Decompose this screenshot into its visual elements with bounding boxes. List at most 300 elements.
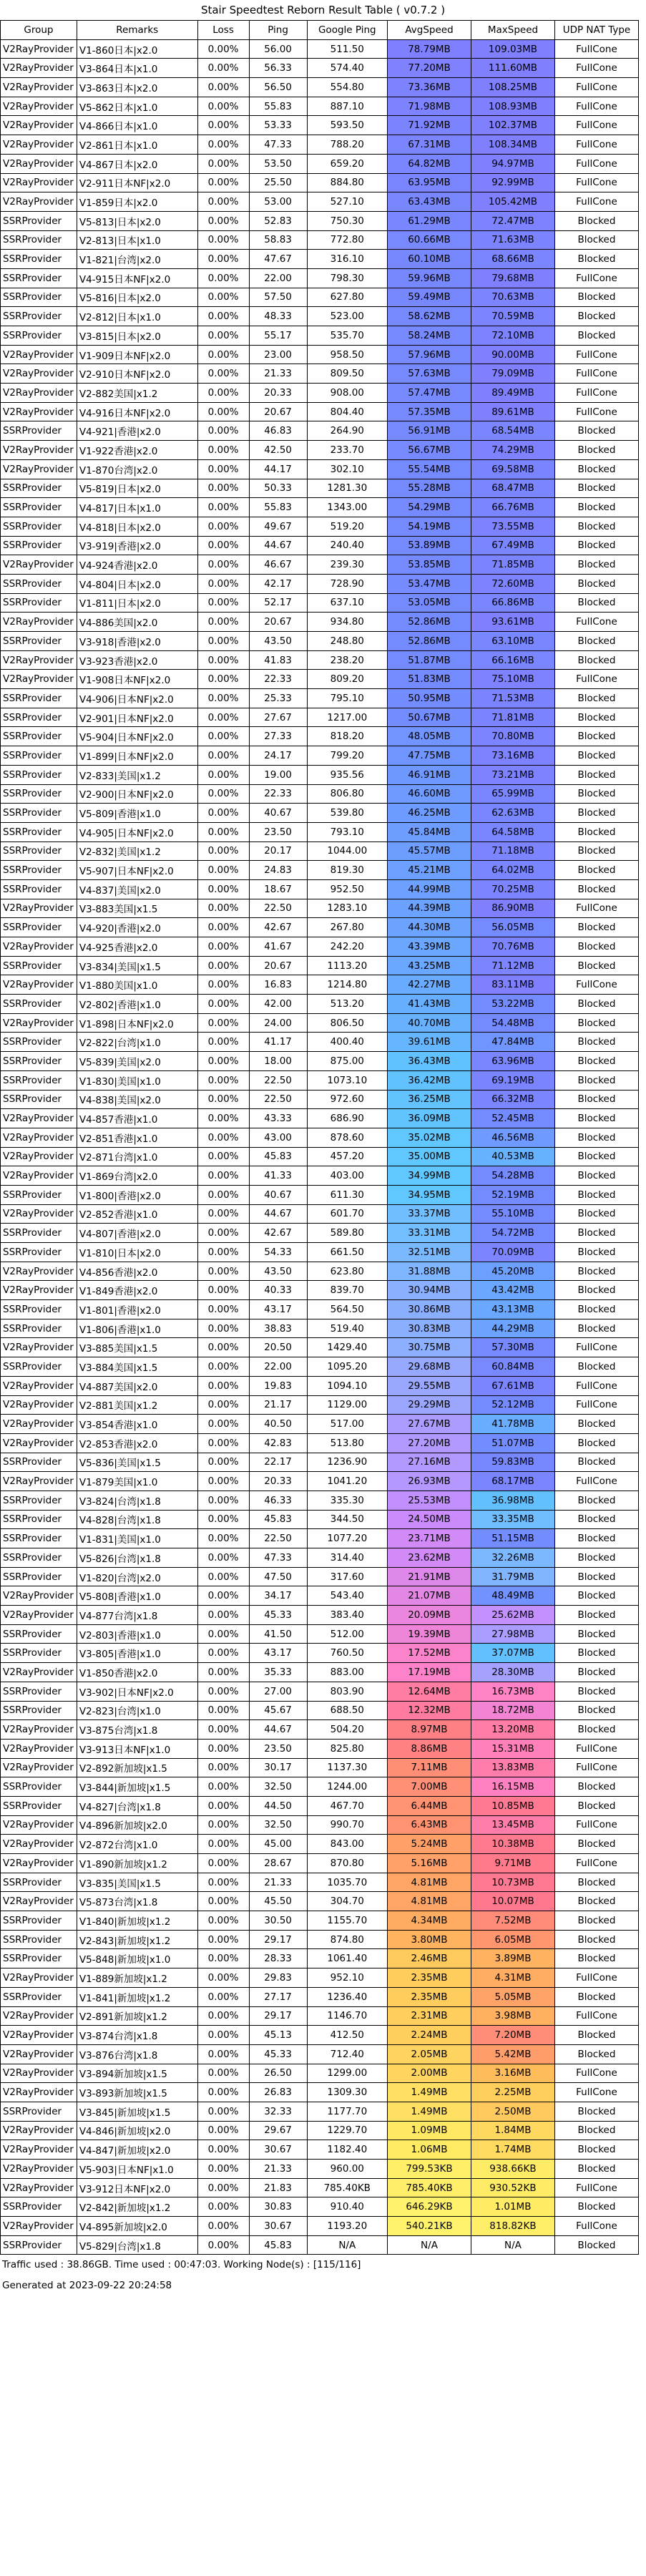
ping-cell: 35.33: [249, 1663, 307, 1682]
column-header: Loss: [197, 21, 249, 40]
google-ping-cell: 799.20: [307, 746, 387, 766]
table-row: [1, 1013, 639, 1033]
table-row: [1, 78, 639, 97]
ping-cell: 52.17: [249, 593, 307, 613]
udp-nat-cell: FullCone: [554, 2083, 638, 2102]
avg-speed-cell: 6.44MB: [388, 1796, 471, 1815]
max-speed-cell: 73.55MB: [471, 517, 554, 536]
group-cell: SSRProvider: [1, 1033, 77, 1052]
avg-speed-cell: 44.39MB: [388, 899, 471, 918]
google-ping-cell: 314.40: [307, 1548, 387, 1568]
google-ping-cell: 1061.40: [307, 1949, 387, 1968]
group-cell: SSRProvider: [1, 288, 77, 307]
remarks-cell: V1-850香港|x2.0: [77, 1663, 197, 1682]
google-ping-cell: 910.40: [307, 2197, 387, 2217]
avg-speed-cell: 46.60MB: [388, 784, 471, 804]
group-cell: SSRProvider: [1, 841, 77, 861]
max-speed-cell: 59.83MB: [471, 1453, 554, 1472]
udp-nat-cell: Blocked: [554, 2121, 638, 2140]
udp-nat-cell: Blocked: [554, 765, 638, 784]
ping-cell: 21.17: [249, 1395, 307, 1415]
ping-cell: 20.67: [249, 956, 307, 975]
group-cell: V2RayProvider: [1, 1338, 77, 1357]
udp-nat-cell: Blocked: [554, 1701, 638, 1720]
udp-nat-cell: Blocked: [554, 1033, 638, 1052]
ping-cell: 19.83: [249, 1376, 307, 1395]
ping-cell: 43.50: [249, 1262, 307, 1281]
remarks-cell: V2-901|日本NF|x2.0: [77, 708, 197, 727]
group-cell: V2RayProvider: [1, 116, 77, 135]
loss-cell: 0.00%: [197, 1433, 249, 1453]
avg-speed-cell: 57.96MB: [388, 345, 471, 364]
max-speed-cell: 10.38MB: [471, 1835, 554, 1854]
google-ping-cell: 1041.20: [307, 1472, 387, 1491]
avg-speed-cell: 53.85MB: [388, 555, 471, 575]
google-ping-cell: 267.80: [307, 918, 387, 937]
max-speed-cell: 70.09MB: [471, 1243, 554, 1262]
avg-speed-cell: 35.00MB: [388, 1147, 471, 1166]
group-cell: SSRProvider: [1, 1548, 77, 1568]
table-row: [1, 2160, 639, 2179]
udp-nat-cell: Blocked: [554, 1606, 638, 1625]
avg-speed-cell: 50.95MB: [388, 689, 471, 708]
table-row: [1, 39, 639, 59]
loss-cell: 0.00%: [197, 2140, 249, 2160]
group-cell: SSRProvider: [1, 1224, 77, 1243]
max-speed-cell: 13.83MB: [471, 1758, 554, 1777]
group-cell: V2RayProvider: [1, 1720, 77, 1740]
group-cell: V2RayProvider: [1, 97, 77, 116]
max-speed-cell: 70.63MB: [471, 288, 554, 307]
max-speed-cell: 105.42MB: [471, 192, 554, 212]
loss-cell: 0.00%: [197, 1357, 249, 1377]
avg-speed-cell: 60.10MB: [388, 250, 471, 269]
loss-cell: 0.00%: [197, 230, 249, 250]
max-speed-cell: 45.20MB: [471, 1262, 554, 1281]
loss-cell: 0.00%: [197, 1682, 249, 1701]
max-speed-cell: 32.26MB: [471, 1548, 554, 1568]
remarks-cell: V5-836|美国|x1.5: [77, 1453, 197, 1472]
ping-cell: 41.17: [249, 1033, 307, 1052]
avg-speed-cell: 29.29MB: [388, 1395, 471, 1415]
remarks-cell: V2-813|日本|x1.0: [77, 230, 197, 250]
google-ping-cell: 1217.00: [307, 708, 387, 727]
ping-cell: 18.67: [249, 879, 307, 899]
max-speed-cell: 57.30MB: [471, 1338, 554, 1357]
avg-speed-cell: 33.31MB: [388, 1224, 471, 1243]
udp-nat-cell: Blocked: [554, 1166, 638, 1186]
udp-nat-cell: FullCone: [554, 268, 638, 288]
avg-speed-cell: 53.89MB: [388, 536, 471, 555]
table-row: [1, 59, 639, 78]
udp-nat-cell: Blocked: [554, 211, 638, 230]
ping-cell: 58.83: [249, 230, 307, 250]
max-speed-cell: 83.11MB: [471, 975, 554, 995]
udp-nat-cell: FullCone: [554, 173, 638, 192]
udp-nat-cell: Blocked: [554, 1415, 638, 1434]
loss-cell: 0.00%: [197, 498, 249, 517]
udp-nat-cell: Blocked: [554, 1892, 638, 1911]
loss-cell: 0.00%: [197, 39, 249, 59]
max-speed-cell: 69.58MB: [471, 459, 554, 479]
loss-cell: 0.00%: [197, 2217, 249, 2236]
remarks-cell: V5-808|香港|x1.0: [77, 1586, 197, 1606]
ping-cell: 46.67: [249, 555, 307, 575]
group-cell: SSRProvider: [1, 1911, 77, 1931]
udp-nat-cell: Blocked: [554, 2160, 638, 2179]
remarks-cell: V3-923香港|x2.0: [77, 650, 197, 670]
table-row: [1, 1185, 639, 1204]
remarks-cell: V4-804|日本|x2.0: [77, 574, 197, 593]
avg-speed-cell: 8.97MB: [388, 1720, 471, 1740]
group-cell: V2RayProvider: [1, 2217, 77, 2236]
remarks-cell: V3-894新加坡|x1.5: [77, 2064, 197, 2083]
remarks-cell: V4-818|日本|x2.0: [77, 517, 197, 536]
avg-speed-cell: 27.67MB: [388, 1415, 471, 1434]
avg-speed-cell: 4.34MB: [388, 1911, 471, 1931]
ping-cell: 42.83: [249, 1433, 307, 1453]
remarks-cell: V2-911日本NF|x2.0: [77, 173, 197, 192]
avg-speed-cell: 2.31MB: [388, 2006, 471, 2026]
ping-cell: 40.33: [249, 1281, 307, 1300]
loss-cell: 0.00%: [197, 1453, 249, 1472]
loss-cell: 0.00%: [197, 1911, 249, 1931]
generated-time: Generated at 2023-09-22 20:24:58: [2, 2280, 172, 2292]
group-cell: SSRProvider: [1, 536, 77, 555]
max-speed-cell: 63.10MB: [471, 632, 554, 651]
loss-cell: 0.00%: [197, 2235, 249, 2255]
udp-nat-cell: FullCone: [554, 1758, 638, 1777]
remarks-cell: V1-859日本|x2.0: [77, 192, 197, 212]
loss-cell: 0.00%: [197, 2121, 249, 2140]
ping-cell: 43.50: [249, 632, 307, 651]
google-ping-cell: 1283.10: [307, 899, 387, 918]
max-speed-cell: 13.45MB: [471, 1815, 554, 1835]
avg-speed-cell: 44.30MB: [388, 918, 471, 937]
max-speed-cell: 72.47MB: [471, 211, 554, 230]
remarks-cell: V4-915日本NF|x2.0: [77, 268, 197, 288]
loss-cell: 0.00%: [197, 536, 249, 555]
group-cell: SSRProvider: [1, 727, 77, 746]
avg-speed-cell: 2.35MB: [388, 1987, 471, 2006]
ping-cell: 44.67: [249, 536, 307, 555]
loss-cell: 0.00%: [197, 899, 249, 918]
group-cell: SSRProvider: [1, 1529, 77, 1548]
udp-nat-cell: Blocked: [554, 1911, 638, 1931]
table-row: [1, 1548, 639, 1568]
table-row: [1, 1758, 639, 1777]
table-row: [1, 1319, 639, 1338]
group-cell: SSRProvider: [1, 1243, 77, 1262]
loss-cell: 0.00%: [197, 1586, 249, 1606]
group-cell: SSRProvider: [1, 1070, 77, 1090]
ping-cell: 45.83: [249, 1510, 307, 1529]
avg-speed-cell: 55.54MB: [388, 459, 471, 479]
group-cell: SSRProvider: [1, 307, 77, 326]
ping-cell: 21.83: [249, 2178, 307, 2197]
udp-nat-cell: Blocked: [554, 2197, 638, 2217]
max-speed-cell: 102.37MB: [471, 116, 554, 135]
loss-cell: 0.00%: [197, 307, 249, 326]
table-row: [1, 1300, 639, 1319]
max-speed-cell: 55.10MB: [471, 1204, 554, 1224]
ping-cell: 20.50: [249, 1338, 307, 1357]
ping-cell: 32.33: [249, 2102, 307, 2121]
avg-speed-cell: 36.09MB: [388, 1109, 471, 1128]
google-ping-cell: 960.00: [307, 2160, 387, 2179]
udp-nat-cell: Blocked: [554, 1300, 638, 1319]
max-speed-cell: 13.20MB: [471, 1720, 554, 1740]
max-speed-cell: 54.72MB: [471, 1224, 554, 1243]
ping-cell: 45.33: [249, 1606, 307, 1625]
remarks-cell: V4-924香港|x2.0: [77, 555, 197, 575]
google-ping-cell: 264.90: [307, 421, 387, 441]
udp-nat-cell: Blocked: [554, 1357, 638, 1377]
udp-nat-cell: Blocked: [554, 307, 638, 326]
loss-cell: 0.00%: [197, 1491, 249, 1510]
remarks-cell: V1-922香港|x2.0: [77, 441, 197, 460]
table-row: [1, 822, 639, 841]
google-ping-cell: 564.50: [307, 1300, 387, 1319]
loss-cell: 0.00%: [197, 861, 249, 880]
google-ping-cell: 1236.40: [307, 1987, 387, 2006]
remarks-cell: V2-853香港|x2.0: [77, 1433, 197, 1453]
google-ping-cell: 233.70: [307, 441, 387, 460]
udp-nat-cell: Blocked: [554, 1987, 638, 2006]
ping-cell: 20.33: [249, 1472, 307, 1491]
avg-speed-cell: 54.19MB: [388, 517, 471, 536]
table-row: [1, 1415, 639, 1434]
table-row: [1, 1070, 639, 1090]
table-row: [1, 1644, 639, 1663]
udp-nat-cell: FullCone: [554, 899, 638, 918]
google-ping-cell: 513.20: [307, 995, 387, 1014]
udp-nat-cell: Blocked: [554, 536, 638, 555]
group-cell: V2RayProvider: [1, 555, 77, 575]
group-cell: SSRProvider: [1, 211, 77, 230]
group-cell: V2RayProvider: [1, 2140, 77, 2160]
udp-nat-cell: Blocked: [554, 498, 638, 517]
group-cell: SSRProvider: [1, 498, 77, 517]
loss-cell: 0.00%: [197, 1204, 249, 1224]
max-speed-cell: 108.25MB: [471, 78, 554, 97]
table-row: [1, 1491, 639, 1510]
table-row: [1, 116, 639, 135]
remarks-cell: V3-835|美国|x1.5: [77, 1873, 197, 1892]
udp-nat-cell: FullCone: [554, 364, 638, 384]
google-ping-cell: 1177.70: [307, 2102, 387, 2121]
ping-cell: 41.67: [249, 937, 307, 957]
remarks-cell: V2-822|台湾|x1.0: [77, 1033, 197, 1052]
max-speed-cell: 1.74MB: [471, 2140, 554, 2160]
remarks-cell: V3-885美国|x1.5: [77, 1338, 197, 1357]
remarks-cell: V5-862日本|x1.0: [77, 97, 197, 116]
google-ping-cell: 554.80: [307, 78, 387, 97]
max-speed-cell: 64.58MB: [471, 822, 554, 841]
group-cell: SSRProvider: [1, 2197, 77, 2217]
group-cell: V2RayProvider: [1, 459, 77, 479]
group-cell: V2RayProvider: [1, 1758, 77, 1777]
table-row: [1, 1090, 639, 1109]
table-row: [1, 364, 639, 384]
remarks-cell: V4-866日本|x1.0: [77, 116, 197, 135]
group-cell: V2RayProvider: [1, 135, 77, 155]
avg-speed-cell: 26.93MB: [388, 1472, 471, 1491]
remarks-cell: V5-907|日本NF|x2.0: [77, 861, 197, 880]
google-ping-cell: 1155.70: [307, 1911, 387, 1931]
udp-nat-cell: Blocked: [554, 689, 638, 708]
google-ping-cell: 819.30: [307, 861, 387, 880]
group-cell: SSRProvider: [1, 593, 77, 613]
group-cell: V2RayProvider: [1, 1835, 77, 1854]
remarks-cell: V3-805|香港|x1.0: [77, 1644, 197, 1663]
loss-cell: 0.00%: [197, 841, 249, 861]
group-cell: V2RayProvider: [1, 670, 77, 689]
avg-speed-cell: 51.87MB: [388, 650, 471, 670]
avg-speed-cell: 3.80MB: [388, 1930, 471, 1949]
table-row: [1, 956, 639, 975]
avg-speed-cell: 56.67MB: [388, 441, 471, 460]
loss-cell: 0.00%: [197, 402, 249, 421]
udp-nat-cell: Blocked: [554, 956, 638, 975]
table-row: [1, 1376, 639, 1395]
udp-nat-cell: FullCone: [554, 2178, 638, 2197]
ping-cell: 23.50: [249, 822, 307, 841]
table-row: [1, 861, 639, 880]
google-ping-cell: 611.30: [307, 1185, 387, 1204]
remarks-cell: V3-913日本NF|x1.0: [77, 1739, 197, 1758]
udp-nat-cell: Blocked: [554, 555, 638, 575]
remarks-cell: V4-925香港|x2.0: [77, 937, 197, 957]
loss-cell: 0.00%: [197, 613, 249, 632]
loss-cell: 0.00%: [197, 2197, 249, 2217]
group-cell: V2RayProvider: [1, 1606, 77, 1625]
udp-nat-cell: FullCone: [554, 345, 638, 364]
google-ping-cell: 1229.70: [307, 2121, 387, 2140]
remarks-cell: V1-800|香港|x2.0: [77, 1185, 197, 1204]
max-speed-cell: 52.12MB: [471, 1395, 554, 1415]
table-row: [1, 708, 639, 727]
group-cell: V2RayProvider: [1, 975, 77, 995]
ping-cell: 56.50: [249, 78, 307, 97]
avg-speed-cell: 67.31MB: [388, 135, 471, 155]
loss-cell: 0.00%: [197, 116, 249, 135]
loss-cell: 0.00%: [197, 1338, 249, 1357]
avg-speed-cell: 45.57MB: [388, 841, 471, 861]
ping-cell: 56.33: [249, 59, 307, 78]
loss-cell: 0.00%: [197, 345, 249, 364]
google-ping-cell: 519.40: [307, 1319, 387, 1338]
ping-cell: 30.50: [249, 1911, 307, 1931]
udp-nat-cell: FullCone: [554, 1968, 638, 1988]
udp-nat-cell: Blocked: [554, 1796, 638, 1815]
table-row: [1, 1262, 639, 1281]
remarks-cell: V2-803|香港|x1.0: [77, 1624, 197, 1644]
avg-speed-cell: 1.06MB: [388, 2140, 471, 2160]
group-cell: SSRProvider: [1, 689, 77, 708]
group-cell: V2RayProvider: [1, 2160, 77, 2179]
group-cell: V2RayProvider: [1, 1472, 77, 1491]
remarks-cell: V2-851香港|x1.0: [77, 1128, 197, 1147]
avg-speed-cell: 35.02MB: [388, 1128, 471, 1147]
avg-speed-cell: 78.79MB: [388, 39, 471, 59]
max-speed-cell: 16.15MB: [471, 1777, 554, 1797]
max-speed-cell: 109.03MB: [471, 39, 554, 59]
max-speed-cell: 108.34MB: [471, 135, 554, 155]
max-speed-cell: 36.98MB: [471, 1491, 554, 1510]
avg-speed-cell: 19.39MB: [388, 1624, 471, 1644]
group-cell: V2RayProvider: [1, 613, 77, 632]
group-cell: V2RayProvider: [1, 2121, 77, 2140]
max-speed-cell: 74.29MB: [471, 441, 554, 460]
max-speed-cell: 54.28MB: [471, 1166, 554, 1186]
udp-nat-cell: Blocked: [554, 1949, 638, 1968]
traffic-summary: Traffic used : 38.86GB. Time used : 00:47:03. Working Node(s) : [115/116]: [2, 2259, 361, 2271]
max-speed-cell: 52.19MB: [471, 1185, 554, 1204]
remarks-cell: V3-919|香港|x2.0: [77, 536, 197, 555]
loss-cell: 0.00%: [197, 727, 249, 746]
remarks-cell: V2-861日本|x1.0: [77, 135, 197, 155]
max-speed-cell: 2.50MB: [471, 2102, 554, 2121]
max-speed-cell: 10.85MB: [471, 1796, 554, 1815]
table-row: [1, 937, 639, 957]
max-speed-cell: 68.66MB: [471, 250, 554, 269]
avg-speed-cell: 56.91MB: [388, 421, 471, 441]
group-cell: SSRProvider: [1, 250, 77, 269]
udp-nat-cell: Blocked: [554, 918, 638, 937]
loss-cell: 0.00%: [197, 1796, 249, 1815]
table-row: [1, 1930, 639, 1949]
table-row: [1, 2102, 639, 2121]
loss-cell: 0.00%: [197, 2160, 249, 2179]
google-ping-cell: 688.50: [307, 1701, 387, 1720]
ping-cell: 41.83: [249, 650, 307, 670]
group-cell: V2RayProvider: [1, 2006, 77, 2026]
group-cell: V2RayProvider: [1, 1109, 77, 1128]
table-row: [1, 211, 639, 230]
avg-speed-cell: 64.82MB: [388, 154, 471, 173]
udp-nat-cell: FullCone: [554, 613, 638, 632]
column-header: UDP NAT Type: [554, 21, 638, 40]
google-ping-cell: 412.50: [307, 2026, 387, 2045]
table-row: [1, 765, 639, 784]
column-header: Group: [1, 21, 77, 40]
column-header: Remarks: [77, 21, 197, 40]
google-ping-cell: 242.20: [307, 937, 387, 957]
udp-nat-cell: Blocked: [554, 879, 638, 899]
avg-speed-cell: 785.40KB: [388, 2178, 471, 2197]
google-ping-cell: 712.40: [307, 2044, 387, 2064]
group-cell: SSRProvider: [1, 861, 77, 880]
loss-cell: 0.00%: [197, 479, 249, 498]
page-title: Stair Speedtest Reborn Result Table ( v0.7.2 ): [200, 4, 446, 16]
udp-nat-cell: FullCone: [554, 384, 638, 403]
ping-cell: 18.00: [249, 1052, 307, 1071]
group-cell: V2RayProvider: [1, 2178, 77, 2197]
group-cell: V2RayProvider: [1, 1013, 77, 1033]
udp-nat-cell: Blocked: [554, 746, 638, 766]
table-row: [1, 1510, 639, 1529]
ping-cell: 45.83: [249, 2235, 307, 2255]
udp-nat-cell: Blocked: [554, 250, 638, 269]
max-speed-cell: 818.82KB: [471, 2217, 554, 2236]
google-ping-cell: 1095.20: [307, 1357, 387, 1377]
table-row: [1, 459, 639, 479]
udp-nat-cell: Blocked: [554, 841, 638, 861]
avg-speed-cell: 6.43MB: [388, 1815, 471, 1835]
ping-cell: 45.83: [249, 1147, 307, 1166]
max-speed-cell: 3.89MB: [471, 1949, 554, 1968]
